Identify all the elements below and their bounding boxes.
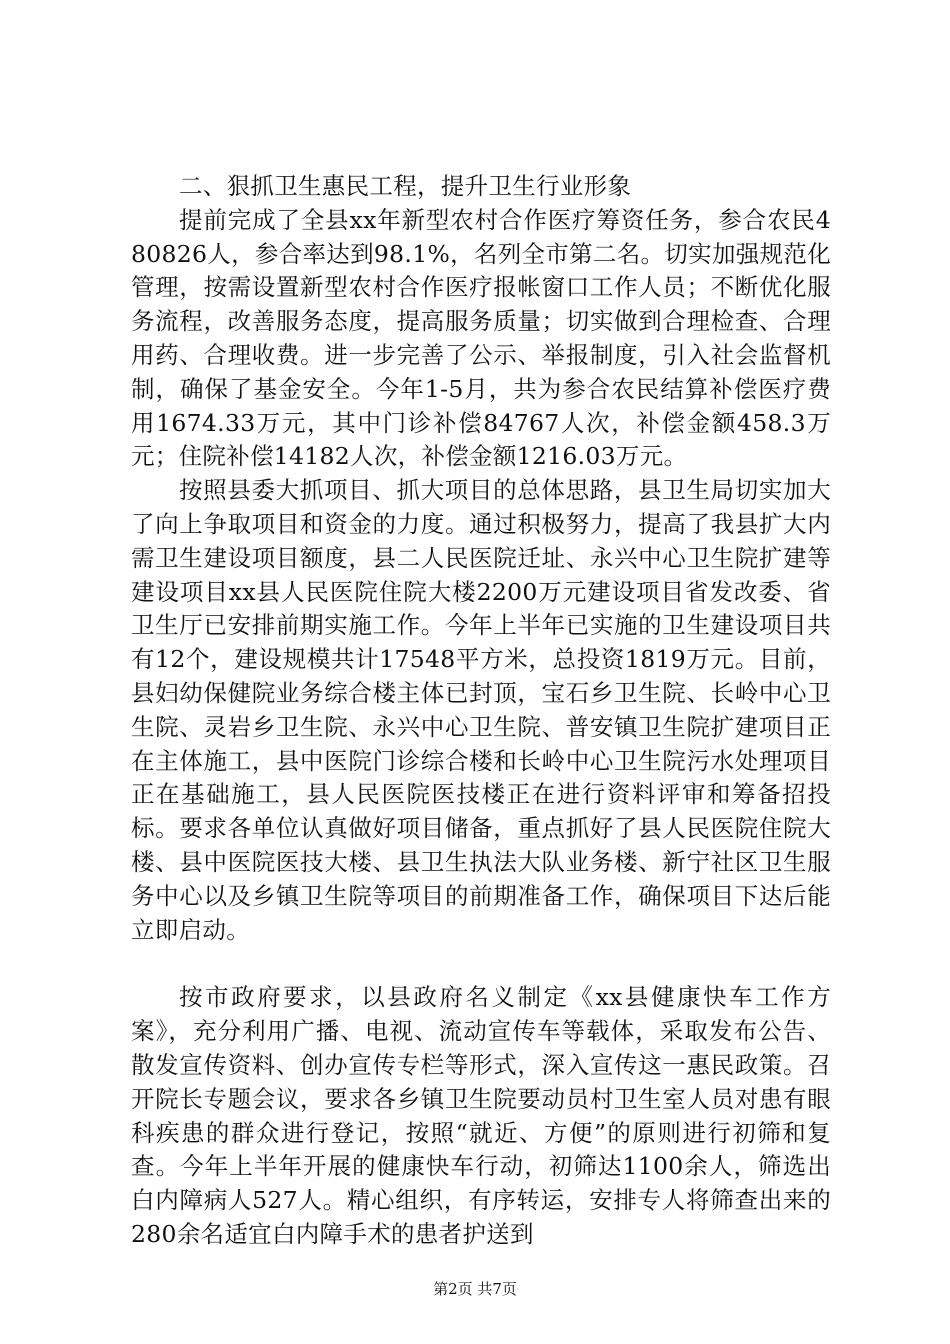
paragraph-construction-projects: 按照县委大抓项目、抓大项目的总体思路，县卫生局切实加大了向上争取项目和资金的力度。通过积极努力，提高了我县扩大内需卫生建设项目额度，县二人民医院迁址、永兴中心卫生院扩建等建设项目xx县人民医院住院大楼2200万元建设项目省发改委、省卫生厅已安排前期实施工作。今年上半年已实施的卫生建设项目共有12个，建设规模共计17548平方米，总投资1819万元。目前，县妇幼保健院业务综合楼主体已封顶，宝石乡卫生院、长岭中心卫生院、灵岩乡卫生院、永兴中心卫生院、普安镇卫生院扩建项目正在主体施工，县中医院门诊综合楼和长岭中心卫生院污水处理项目正在基础施工，县人民医院医技楼正在进行资料评审和筹备招投标。要求各单位认真做好项目储备，重点抓好了县人民医院住院大楼、县中医院医技大楼、县卫生执法大队业务楼、新宁社区卫生服务中心以及乡镇卫生院等项目的前期准备工作，确保项目下达后能立即启动。	[131, 476, 831, 944]
document-body	[131, 170, 831, 1252]
page-footer: 第2页 共7页	[433, 1280, 517, 1298]
paragraph-medical-insurance: 提前完成了全县xx年新型农村合作医疗筹资任务，参合农民480826人，参合率达到98.1%，名列全市第二名。切实加强规范化管理，按需设置新型农村合作医疗报帐窗口工作人员；不断优化服务流程，改善服务态度，提高服务质量；切实做到合理检查、合理用药、合理收费。进一步完善了公示、举报制度，引入社会监督机制，确保了基金安全。今年1-5月，共为参合农民结算补偿医疗费用1674.33万元，其中门诊补偿84767人次，补偿金额458.3万元；住院补偿14182人次，补偿金额1216.03万元。	[131, 205, 831, 471]
section-heading: 二、狠抓卫生惠民工程，提升卫生行业形象	[179, 172, 632, 200]
paragraph-health-express: 按市政府要求，以县政府名义制定《xx县健康快车工作方案》，充分利用广播、电视、流动宣传车等载体，采取发布公告、散发宣传资料、创办宣传专栏等形式，深入宣传这一惠民政策。召开院长专题会议，要求各乡镇卫生院要动员村卫生室人员对患有眼科疾患的群众进行登记，按照“就近、方便”的原则进行初筛和复查。今年上半年开展的健康快车行动，初筛达1100余人，筛选出白内障病人527人。精心组织，有序转运，安排专人将筛查出来的280余名适宜白内障手术的患者护送到	[131, 983, 831, 1248]
